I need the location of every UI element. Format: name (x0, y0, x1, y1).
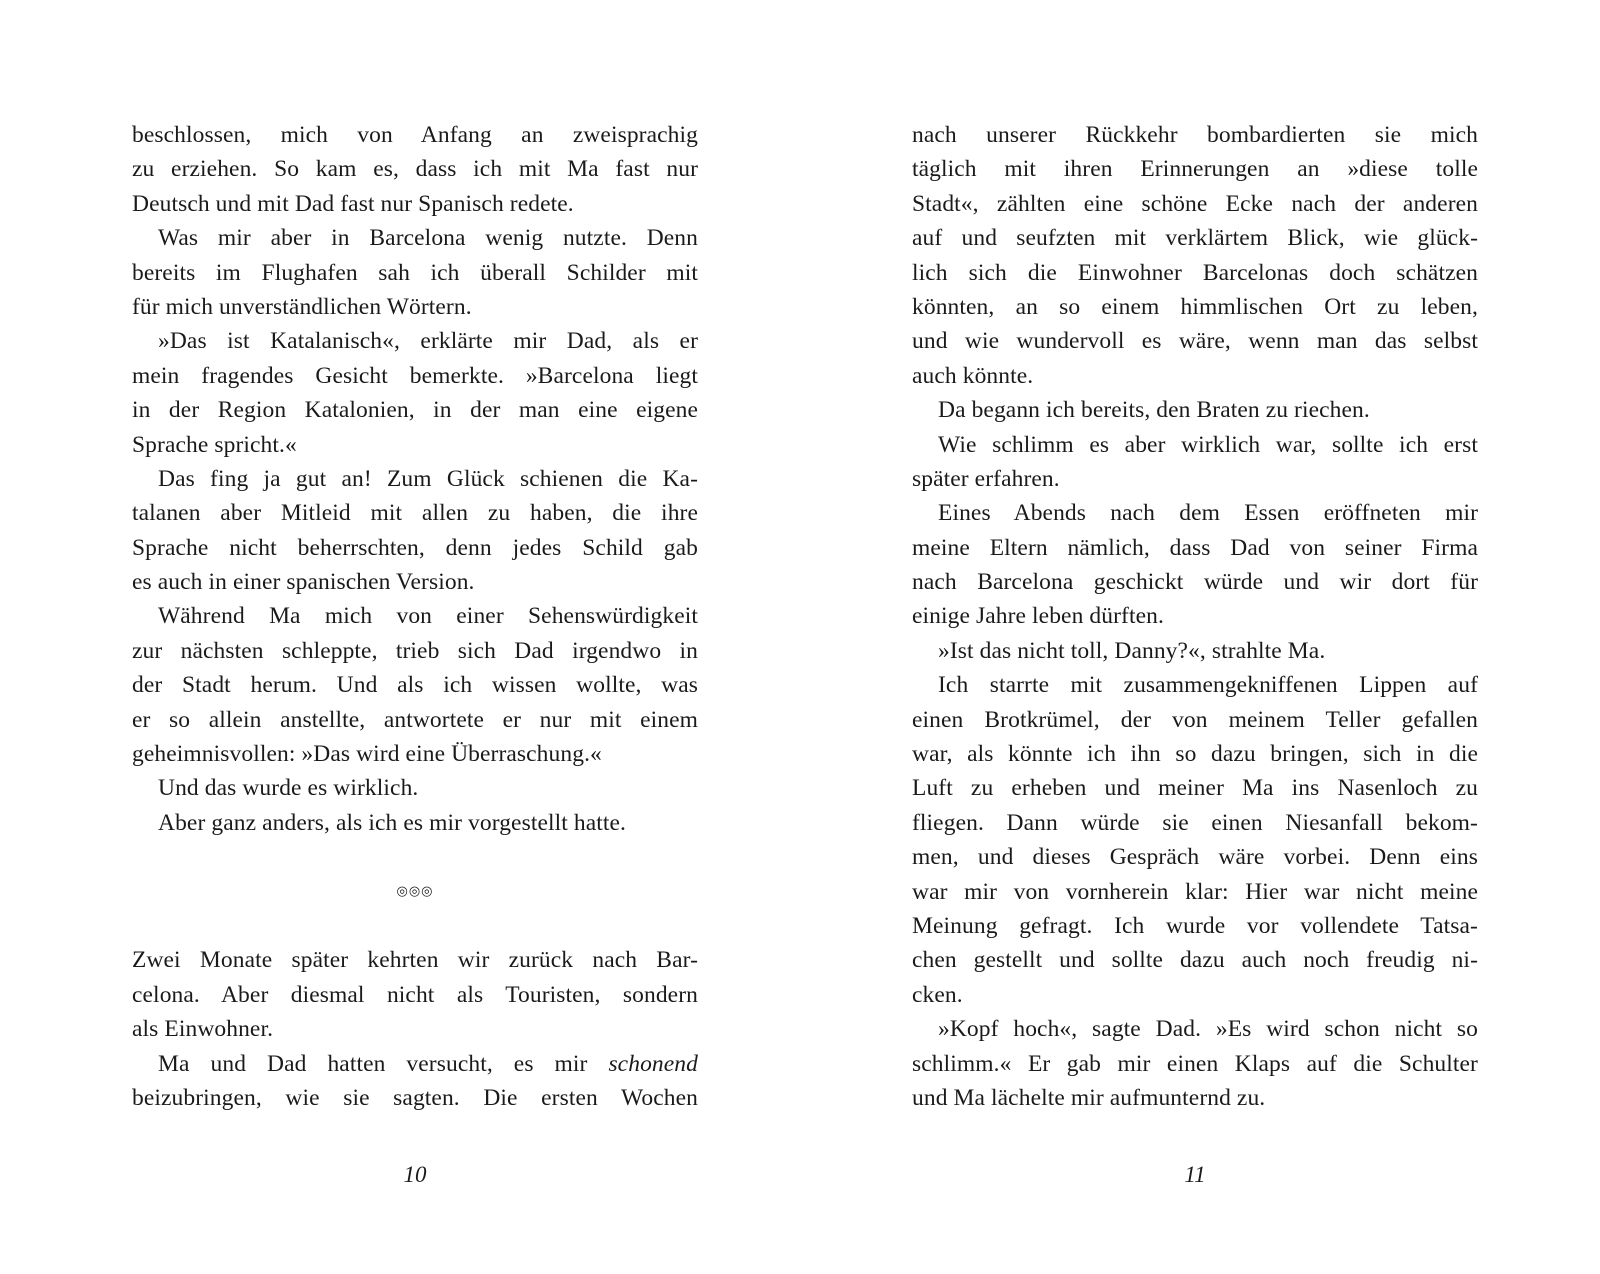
text-line: täglich mit ihren Erinnerungen an »diese tolle (912, 156, 1478, 183)
text-line: Das fing ja gut an! Zum Glück schienen die Ka- (158, 465, 698, 492)
page-number-right: 11 (1184, 1162, 1206, 1187)
text-line: »Kopf hoch«, sagte Dad. »Es wird schon nicht so (938, 1016, 1478, 1043)
text-line: nach unserer Rückkehr bombardierten sie mich (912, 122, 1478, 148)
text-segment: Ma und Dad hatten versucht, es mir (158, 1050, 609, 1077)
emphasized-word: schonend (608, 1050, 698, 1077)
text-line: zu erziehen. So kam es, dass ich mit Ma fast nur (132, 156, 698, 183)
text-line: zur nächsten schleppte, trieb sich Dad irgendwo in (132, 637, 698, 664)
text-line: Luft zu erheben und meiner Ma ins Nasenloch zu (912, 775, 1478, 802)
text-line: als Einwohner. (132, 1016, 274, 1043)
text-line: lich sich die Einwohner Barcelonas doch schätzen (912, 259, 1478, 286)
text-line: fliegen. Dann würde sie einen Niesanfall bekom- (912, 809, 1478, 836)
text-line: Da begann ich bereits, den Braten zu riechen. (938, 397, 1370, 424)
text-line: auf und seufzten mit verklärtem Blick, wie glück- (912, 225, 1478, 252)
text-line: meine Eltern nämlich, dass Dad von seiner Firma (912, 534, 1478, 561)
text-line: Deutsch und mit Dad fast nur Spanisch redete. (132, 190, 574, 217)
text-line: der Stadt herum. Und als ich wissen wollte, was (132, 672, 698, 699)
text-line: celona. Aber diesmal nicht als Touristen, sondern (132, 981, 698, 1008)
text-line: war mir von vornherein klar: Hier war nicht meine (912, 878, 1478, 905)
text-line: er so allein anstellte, antwortete er nur mit einem (132, 706, 698, 733)
text-line: bereits im Flughafen sah ich überall Schilder mit (132, 259, 698, 286)
text-line: es auch in einer spanischen Version. (132, 569, 475, 596)
text-line: Sprache spricht.« (132, 431, 297, 458)
text-line: cken. (912, 981, 963, 1008)
text-line: Was mir aber in Barcelona wenig nutzte. Denn (158, 225, 698, 252)
text-line: talanen aber Mitleid mit allen zu haben, die ihre (132, 500, 698, 527)
text-line: men, und dieses Gespräch wäre vorbei. Denn eins (912, 844, 1478, 871)
text-line: Sprache nicht beherrschten, denn jedes Schild gab (132, 534, 698, 561)
text-line: könnten, an so einem himmlischen Ort zu leben, (912, 293, 1478, 320)
text-line: einige Jahre leben dürften. (912, 603, 1164, 630)
text-line: geheimnisvollen: »Das wird eine Überraschung.« (132, 741, 602, 768)
text-line: Zwei Monate später kehrten wir zurück nach Bar- (132, 947, 698, 974)
text-line: »Ist das nicht toll, Danny?«, strahlte Ma. (938, 637, 1326, 664)
right-page-text (912, 118, 1478, 1115)
text-line: Und das wurde es wirklich. (158, 775, 419, 802)
text-line: Aber ganz anders, als ich es mir vorgestellt hatte. (158, 809, 626, 836)
text-line: chen gestellt und sollte dazu auch noch freudig ni- (912, 947, 1478, 974)
text-line (132, 1047, 698, 1081)
text-line: später erfahren. (912, 465, 1060, 492)
page-number-left: 10 (403, 1162, 427, 1187)
text-line: Während Ma mich von einer Sehenswürdigkeit (158, 603, 698, 630)
text-line: auch könnte. (912, 362, 1034, 389)
text-line: Meinung gefragt. Ich wurde vor vollendete Tatsa- (912, 912, 1478, 939)
text-line: für mich unverständlichen Wörtern. (132, 293, 472, 320)
text-line: war, als könnte ich ihn so dazu bringen, sich in die (912, 741, 1478, 768)
text-line: mein fragendes Gesicht bemerkte. »Barcelona liegt (132, 362, 698, 389)
text-line: »Das ist Katalanisch«, erklärte mir Dad, als er (158, 328, 698, 355)
text-line: einen Brotkrümel, der von meinem Teller gefallen (912, 706, 1478, 733)
left-page-text (132, 118, 698, 1115)
section-break-ornament: ◎◎◎ (396, 883, 434, 899)
text-line: nach Barcelona geschickt würde und wir dort für (912, 569, 1478, 596)
text-line: Eines Abends nach dem Essen eröffneten mir (938, 500, 1478, 527)
text-line: Ich starrte mit zusammengekniffenen Lippen auf (938, 672, 1478, 699)
text-line: beizubringen, wie sie sagten. Die ersten Wochen (132, 1084, 698, 1111)
text-line: in der Region Katalonien, in der man eine eigene (132, 397, 698, 424)
text-line: Wie schlimm es aber wirklich war, sollte ich erst (938, 431, 1478, 458)
text-line: beschlossen, mich von Anfang an zweisprachig (132, 122, 698, 148)
text-line: und wie wundervoll es wäre, wenn man das selbst (912, 328, 1478, 355)
text-line: Stadt«, zählten eine schöne Ecke nach der anderen (912, 190, 1478, 217)
text-line: schlimm.« Er gab mir einen Klaps auf die Schulter (912, 1050, 1478, 1077)
text-line: und Ma lächelte mir aufmunternd zu. (912, 1084, 1266, 1111)
